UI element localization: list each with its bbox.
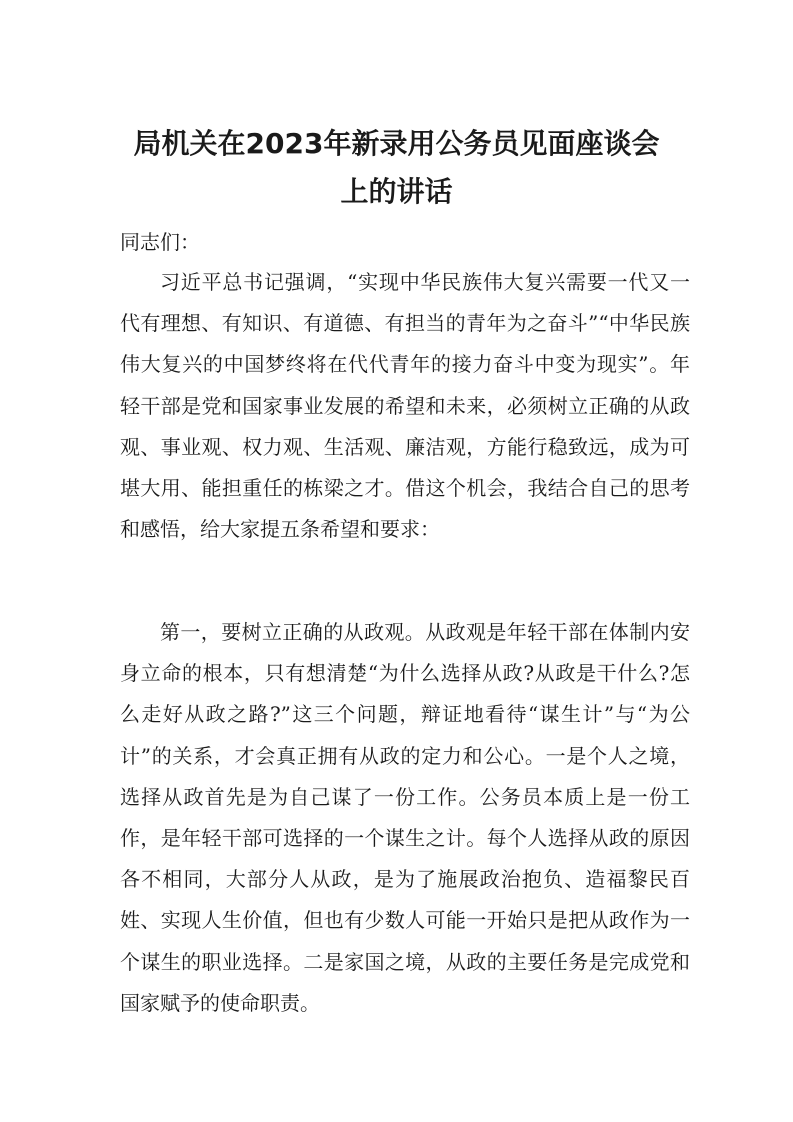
paragraph-2: 第一，要树立正确的从政观。从政观是年轻干部在体制内安身立命的根本，只有想清楚“为什么选择从政?从政是干什么?怎么走好从政之路?”这三个问题，辩证地看待“谋生计”与“为公计”的关系，才会真正拥有从政的定力和公心。一是个人之境，选择从政首先是为自己谋了一份工作。公务员本质上是一份工作，是年轻干部可选择的一个谋生之计。每个人选择从政的原因各不相同，大部分人从政，是为了施展政治抱负、造福黎民百姓、实现人生价值，但也有少数人可能一开始只是把从政作为一个谋生的职业选择。二是家国之境，从政的主要任务是完成党和国家赋予的使命职责。 <box>120 620 690 1015</box>
document-title-line-2: 上的讲话 <box>340 175 453 208</box>
salutation: 同志们： <box>120 230 200 254</box>
paragraph-1: 习近平总书记强调，“实现中华民族伟大复兴需要一代又一代有理想、有知识、有道德、有担当的青年为之奋斗”“中华民族伟大复兴的中国梦终将在代代青年的接力奋斗中变为现实”。年轻干部是党和国家事业发展的希望和未来，必须树立正确的从政观、事业观、权力观、生活观、廉洁观，方能行稳致远，成为可堪大用、能担重任的栋梁之才。借这个机会，我结合自己的思考和感悟，给大家提五条希望和要求： <box>120 270 690 542</box>
document-title-line-1: 局机关在2023年新录用公务员见面座谈会 <box>133 127 660 160</box>
